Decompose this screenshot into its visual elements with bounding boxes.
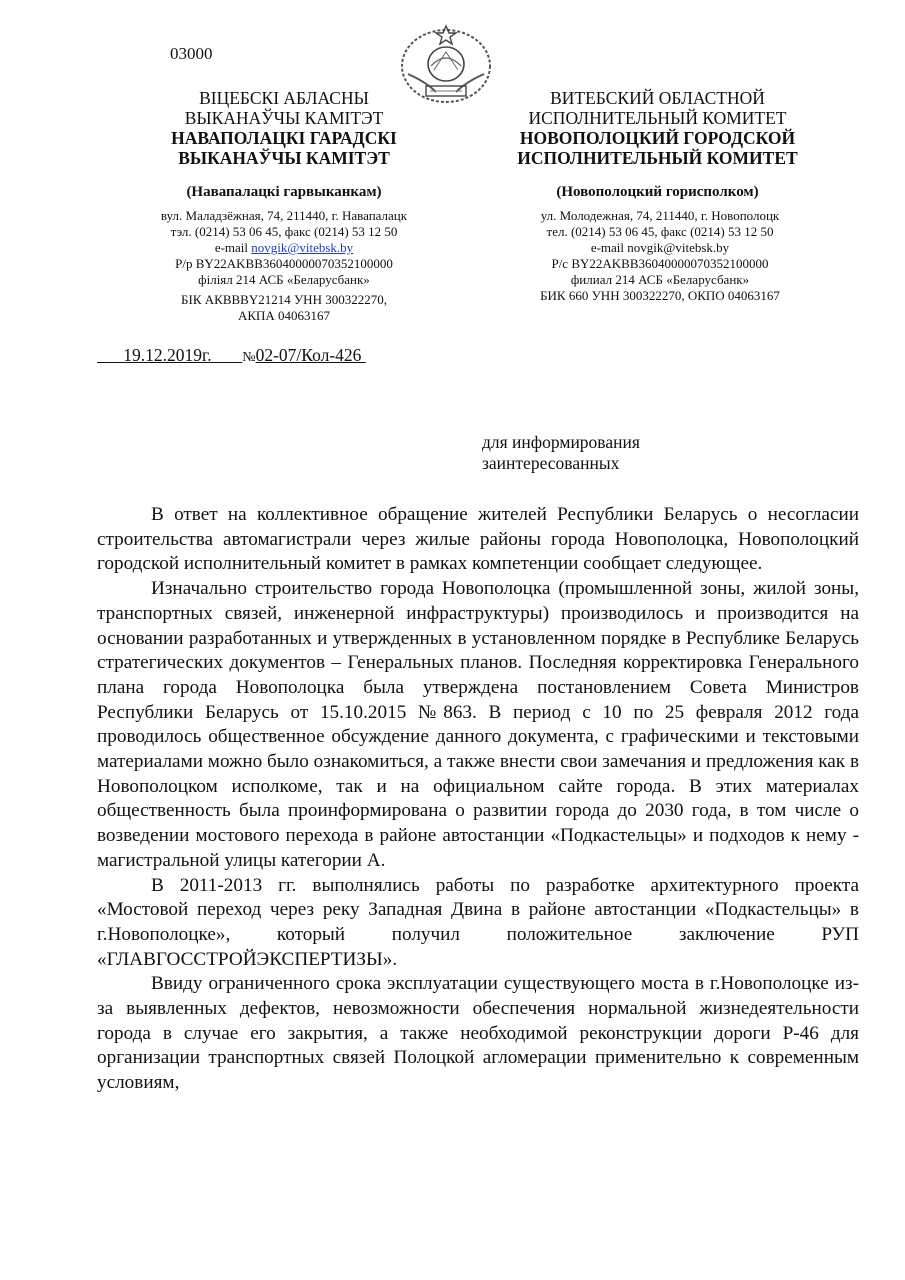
- bank-branch: филиал 214 АСБ «Беларусбанк»: [570, 272, 750, 287]
- email-line: e-mail novgik@vitebsk.by: [590, 240, 730, 255]
- addressee-line-2: заинтересованных: [482, 453, 620, 473]
- akpa: АКПА 04063167: [237, 308, 331, 323]
- bank-account: Р/р BY22AKBB36040000070352100000: [175, 256, 393, 271]
- phone-fax: тел. (0214) 53 06 45, факс (0214) 53 12 50: [546, 224, 774, 239]
- org-region-line-2: ВЫКАНАЎЧЫ КАМІТЭТ: [184, 108, 384, 128]
- document-date: 19.12.2019г.: [123, 345, 212, 365]
- org-city-line-2: ИСПОЛНИТЕЛЬНЫЙ КОМИТЕТ: [517, 148, 798, 168]
- bik-unn-okpo: БИК 660 УНН 300322270, ОКПО 04063167: [540, 288, 780, 303]
- bik-unn: БІК АКВВВY21214 УНН 300322270,: [181, 292, 387, 307]
- addressee-line-1: для информирования: [482, 432, 640, 452]
- addressee: [482, 432, 640, 474]
- bank-account: Р/с BY22AKBB36040000070352100000: [551, 256, 769, 271]
- org-short-name: (Новополоцкий горисполком): [556, 184, 759, 200]
- org-short-name: (Навапалацкі гарвыканкам): [186, 184, 382, 200]
- registration-line: [97, 345, 366, 366]
- org-region-line-1: ВІЦЕБСКІ АБЛАСНЫ: [199, 88, 369, 108]
- paragraph: В 2011-2013 гг. выполнялись работы по разработке архитектурного проекта «Мостовой переход через реку Западная Двина в районе автостанции «Подкастельцы» в г.Новополоцке», который получил положительное заключение РУП «ГЛАВГОССТРОЙЭКСПЕРТИЗЫ».: [97, 874, 859, 970]
- bank-branch: філіял 214 АСБ «Беларусбанк»: [198, 272, 370, 287]
- org-region-line-1: ВИТЕБСКИЙ ОБЛАСТНОЙ: [550, 88, 765, 108]
- requisites-russian: [500, 208, 820, 304]
- document-code: 03000: [170, 44, 213, 63]
- document-number: 02-07/Кол-426: [255, 345, 362, 365]
- paragraph: В ответ на коллективное обращение жителей Республики Беларусь о несогласии строительства автомагистрали через жилые районы города Новополоцка, Новополоцкий городской исполнительный комитет в рамках компетенции сообщает следующее.: [97, 504, 859, 575]
- header-belarusian: [118, 88, 450, 202]
- org-region-line-2: ИСПОЛНИТЕЛЬНЫЙ КОМИТЕТ: [528, 108, 787, 128]
- email-link[interactable]: novgik@vitebsk.by: [251, 240, 354, 255]
- header-russian: [480, 88, 835, 202]
- address: ул. Молодежная, 74, 211440, г. Новополоцк: [540, 208, 780, 223]
- letter-body: [97, 503, 859, 1096]
- number-sign: №: [242, 350, 256, 365]
- org-city-line-2: ВЫКАНАЎЧЫ КАМІТЭТ: [178, 148, 390, 168]
- paragraph: Изначально строительство города Новополоцка (промышленной зоны, жилой зоны, транспортных связей, инженерной инфраструктуры) производилось и производится на основании разработанных и утвержденных в установленном порядке в Республике Беларусь стратегических документов – Генеральных планов. Последняя корректировка Генерального плана города Новополоцка была утверждена постановлением Совета Министров Республики Беларусь от 15.10.2015 №863. В период с 10 по 25 февраля 2012 года проводилось общественное обсуждение данного документа, с графическими и текстовыми материалами можно было ознакомиться, а также внести свои замечания и предложения как в Новополоцком исполкоме, так и на официальном сайте города. В этих материалах общественность была проинформирована о развитии города до 2030 года, в том числе о возведении мостового перехода в районе автостанции «Подкастельцы» и подходов к нему - магистральной улицы категории А.: [97, 578, 859, 871]
- requisites-belarusian: [118, 208, 450, 324]
- address: вул. Маладзёжная, 74, 211440, г. Навапалацк: [160, 208, 408, 223]
- email-line: e-mail novgik@vitebsk.by: [214, 240, 354, 255]
- org-city-line-1: НАВАПОЛАЦКІ ГАРАДСКІ: [171, 128, 397, 148]
- org-city-line-1: НОВОПОЛОЦКИЙ ГОРОДСКОЙ: [519, 128, 796, 148]
- phone-fax: тэл. (0214) 53 06 45, факс (0214) 53 12 50: [170, 224, 398, 239]
- paragraph: Ввиду ограниченного срока эксплуатации существующего моста в г.Новополоцке из-за выявленных дефектов, невозможности обеспечения нормальной жизнедеятельности города в случае его закрытия, а также необходимой реконструкции дороги Р-46 для организации транспортных связей Полоцкой агломерации применительно к современным условиям,: [97, 973, 859, 1094]
